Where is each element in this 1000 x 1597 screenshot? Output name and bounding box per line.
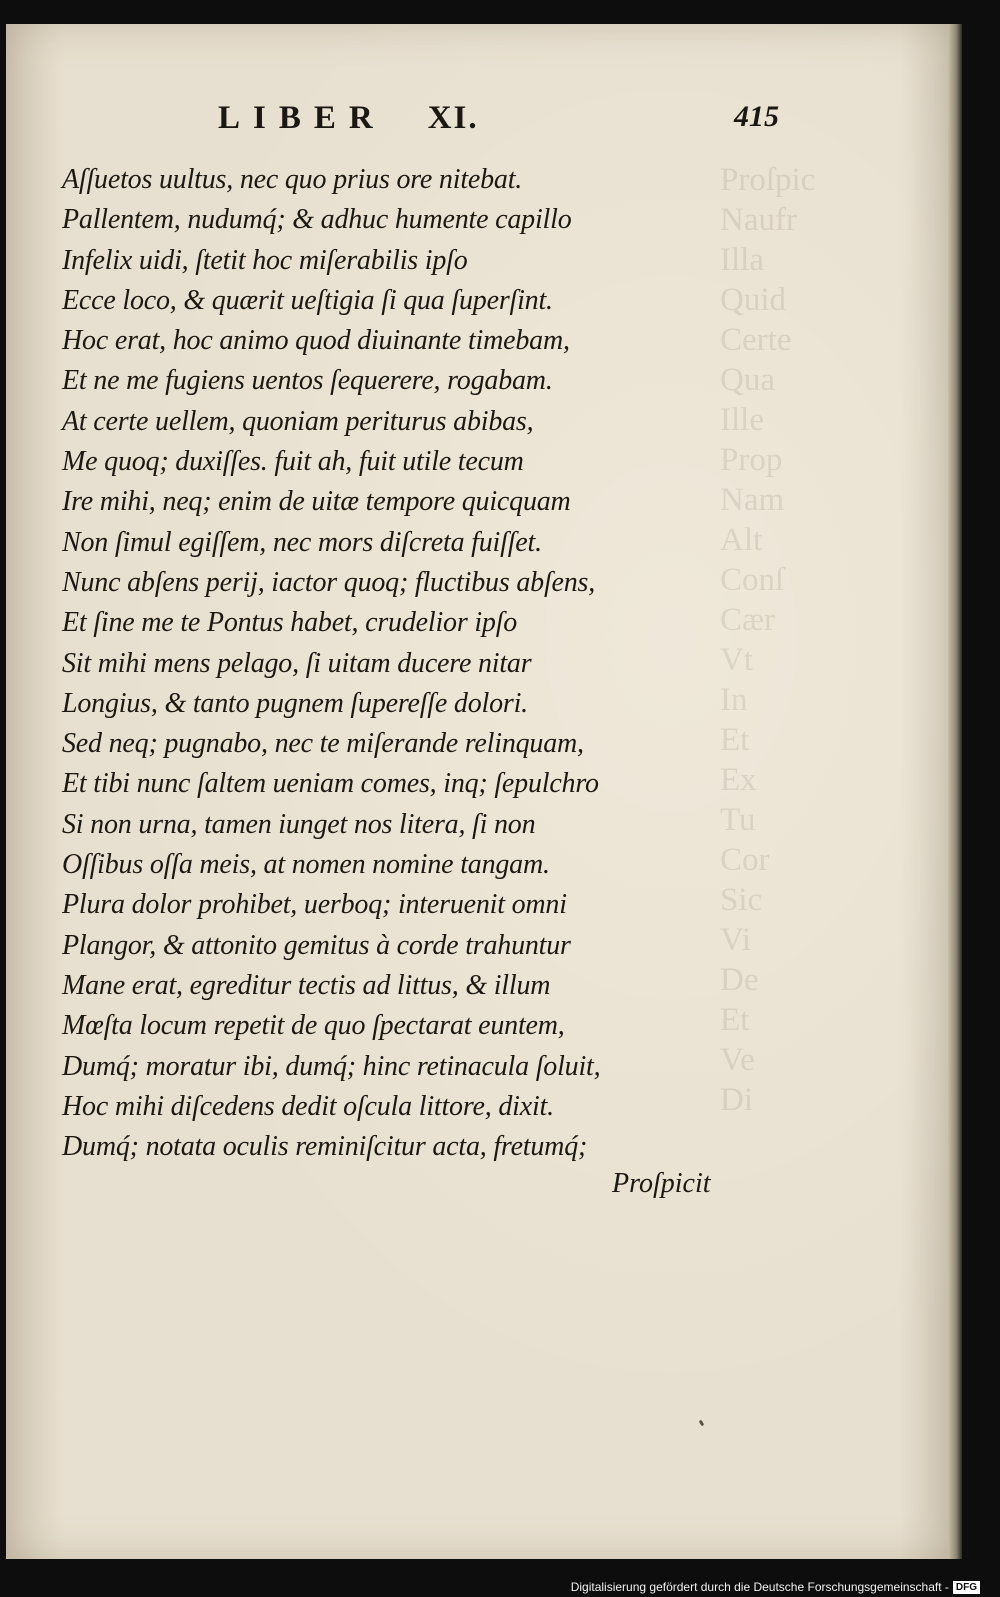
folio-number: 415 [734,100,779,133]
verse-line: Et ſine me te Pontus habet, crudelior ipſo [62,607,518,639]
verse-line: Nunc abſens perij, iactor quoq; fluctibus abſens, [62,566,596,598]
footer-credit [571,1580,980,1594]
verse-line: Me quoq; duxiſſes. fuit ah, fuit utile tecum [62,446,524,478]
verse-line: Non ſimul egiſſem, nec mors diſcreta fuiſſet. [62,526,542,558]
dfg-logo: DFG [953,1581,980,1594]
verse-block [62,160,722,1167]
verse-line: Plangor, & attonito gemitus à corde trahuntur [62,929,571,961]
verse-line: At certe uellem, quoniam periturus abibas, [62,405,534,437]
running-header-title: LIBER [218,100,386,136]
catchword: Proſpicit [612,1168,711,1199]
verse-line: Si non urna, tamen iunget nos litera, ſi non [62,808,536,840]
verse-line: Ire mihi, neq; enim de uitæ tempore quicquam [62,486,571,518]
book-number: XI. [427,100,479,136]
verse-line: Dumq́; notata oculis reminiſcitur acta, fretumq́; [62,1131,588,1163]
verse-line: Mœſta locum repetit de quo ſpectarat euntem, [62,1010,565,1042]
verse-line: Infelix uidi, ſtetit hoc miſerabilis ipſo [62,244,468,276]
verse-line: Sit mihi mens pelago, ſi uitam ducere nitar [62,647,532,679]
verse-line: Hoc mihi diſcedens dedit oſcula littore, dixit. [62,1090,554,1122]
verse-line: Mane erat, egreditur tectis ad littus, & illum [62,969,551,1001]
verse-line: Oſſibus oſſa meis, at nomen nomine tangam. [62,849,550,881]
page-edge [948,24,962,1559]
verse-line: Plura dolor prohibet, uerboq; interuenit omni [62,889,567,921]
verse-line: Ecce loco, & quærit ueſtigia ſi qua ſuperſint. [62,284,553,316]
bleed-through-text: Proſpic Naufr Illa Quid Certe Qua Ille Prop Nam Alt Conſ Cær Vt In Et Ex Tu Cor Sic Vi De Et Ve Di [720,162,816,1118]
verse-line: Et ne me fugiens uentos ſequerere, rogabam. [62,365,553,397]
verse-line: Et tibi nunc ſaltem ueniam comes, inq; ſepulchro [62,768,599,800]
running-header [218,100,479,137]
verse-line: Aſſuetos uultus, nec quo prius ore nitebat. [62,164,523,195]
verse-line: Sed neq; pugnabo, nec te miſerande relinquam, [62,728,584,760]
footer-credit-text: Digitalisierung gefördert durch die Deutsche Forschungsgemeinschaft - [570,1580,949,1594]
verse-line: Hoc erat, hoc animo quod diuinante timebam, [62,325,570,357]
verse-line: Pallentem, nudumq́; & adhuc humente capillo [62,204,572,236]
verse-line: Dumq́; moratur ibi, dumq́; hinc retinacula ſoluit, [62,1050,601,1082]
verse-line: Longius, & tanto pugnem ſupereſſe dolori. [62,687,528,719]
